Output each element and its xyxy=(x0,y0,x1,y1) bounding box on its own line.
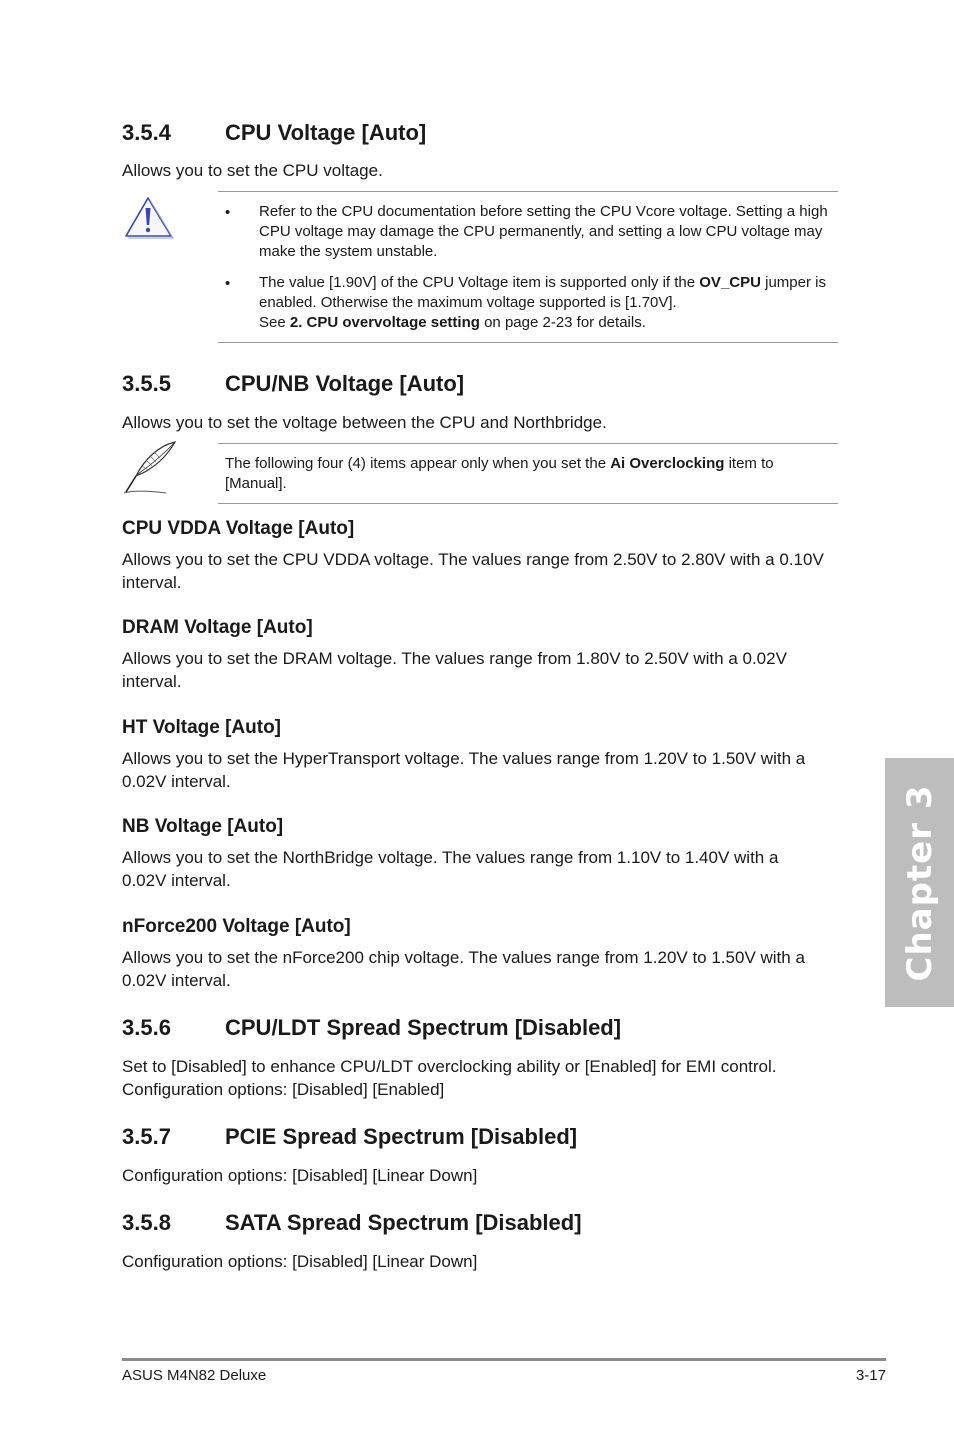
caution-item-2-line-2: enabled. Otherwise the maximum voltage supported is [1.70V]. xyxy=(259,294,677,311)
note-text-start: The following four (4) items appear only when you set the xyxy=(225,455,611,472)
line: Set to [Disabled] to enhance CPU/LDT overclocking ability or [Enabled] for EMI control. xyxy=(122,1057,777,1076)
section-title: CPU/NB Voltage [Auto] xyxy=(225,371,465,396)
warning-triangle-icon xyxy=(123,194,177,240)
section-number: 3.5.7 xyxy=(122,1124,171,1149)
nb-voltage-heading: NB Voltage [Auto] xyxy=(122,816,284,837)
note-bold-item: Ai Overclocking xyxy=(610,455,725,472)
dram-voltage-description xyxy=(122,647,842,693)
section-number: 3.5.5 xyxy=(122,371,171,396)
dram-voltage-heading: DRAM Voltage [Auto] xyxy=(122,617,313,638)
configuration-options: Configuration options: [Disabled] [Linear Down] xyxy=(122,1252,478,1271)
configuration-options: Configuration options: [Disabled] [Linear Down] xyxy=(122,1166,478,1185)
see-suffix: on page 2-23 for details. xyxy=(479,314,646,331)
ht-voltage-heading: HT Voltage [Auto] xyxy=(122,717,282,738)
caution-item-1 xyxy=(259,202,844,262)
ht-voltage-description xyxy=(122,747,842,793)
caution-item-1-line-2: CPU voltage may damage the CPU permanently, and setting a low CPU voltage may xyxy=(259,223,823,240)
note-text-end: item to xyxy=(724,455,774,472)
bullet-marker: • xyxy=(225,204,231,221)
section-3-5-5-description: Allows you to set the voltage between the CPU and Northbridge. xyxy=(122,413,607,432)
section-title: PCIE Spread Spectrum [Disabled] xyxy=(225,1124,578,1149)
quill-pen-icon xyxy=(120,440,180,496)
caution-top-rule xyxy=(218,191,838,192)
caution-item-2-text: The value [1.90V] of the CPU Voltage item is supported only if the xyxy=(259,274,700,291)
section-title: CPU Voltage [Auto] xyxy=(225,120,427,145)
section-title: CPU/LDT Spread Spectrum [Disabled] xyxy=(225,1015,622,1040)
caution-bottom-rule xyxy=(218,342,838,343)
nforce200-voltage-heading: nForce200 Voltage [Auto] xyxy=(122,916,351,937)
section-number: 3.5.8 xyxy=(122,1210,171,1235)
line: 0.02V interval. xyxy=(122,871,231,890)
section-title: SATA Spread Spectrum [Disabled] xyxy=(225,1210,582,1235)
line: Allows you to set the HyperTransport voltage. The values range from 1.20V to 1.50V with a xyxy=(122,749,806,768)
note-text xyxy=(225,454,825,494)
caution-item-1-line-1: Refer to the CPU documentation before setting the CPU Vcore voltage. Setting a high xyxy=(259,203,828,220)
configuration-options: Configuration options: [Disabled] [Enabled] xyxy=(122,1080,445,1099)
chapter-tab xyxy=(885,758,954,1007)
section-number: 3.5.4 xyxy=(122,120,171,145)
line: interval. xyxy=(122,573,182,592)
caution-item-1-line-3: make the system unstable. xyxy=(259,243,438,260)
bullet-marker: • xyxy=(225,275,231,292)
nforce200-voltage-description xyxy=(122,946,842,992)
note-top-rule xyxy=(218,443,838,444)
note-line-2: [Manual]. xyxy=(225,475,287,492)
section-3-5-4-description: Allows you to set the CPU voltage. xyxy=(122,161,383,180)
footer-product-name: ASUS M4N82 Deluxe xyxy=(122,1367,267,1384)
line: Allows you to set the DRAM voltage. The values range from 1.80V to 2.50V with a 0.02V xyxy=(122,649,787,668)
nb-voltage-description xyxy=(122,846,842,892)
line: Allows you to set the nForce200 chip voltage. The values range from 1.20V to 1.50V with a xyxy=(122,948,805,967)
note-bottom-rule xyxy=(218,503,838,504)
caution-item-2 xyxy=(259,273,844,333)
line: 0.02V interval. xyxy=(122,772,231,791)
chapter-label: Chapter 3 xyxy=(899,783,940,982)
line: interval. xyxy=(122,672,182,691)
line: 0.02V interval. xyxy=(122,971,231,990)
footer-rule xyxy=(122,1358,886,1361)
cpu-vdda-heading: CPU VDDA Voltage [Auto] xyxy=(122,518,355,539)
caution-item-2-text-end: jumper is xyxy=(760,274,826,291)
cpu-vdda-description xyxy=(122,548,842,594)
line: Allows you to set the CPU VDDA voltage. The values range from 2.50V to 2.80V with a 0.10V xyxy=(122,550,824,569)
jumper-name: OV_CPU xyxy=(699,274,761,291)
section-3-5-6-description xyxy=(122,1055,842,1101)
cross-reference: 2. CPU overvoltage setting xyxy=(289,314,480,331)
line: Allows you to set the NorthBridge voltage. The values range from 1.10V to 1.40V with a xyxy=(122,848,779,867)
see-prefix: See xyxy=(259,314,290,331)
section-number: 3.5.6 xyxy=(122,1015,171,1040)
footer-page-number: 3-17 xyxy=(855,1367,886,1384)
